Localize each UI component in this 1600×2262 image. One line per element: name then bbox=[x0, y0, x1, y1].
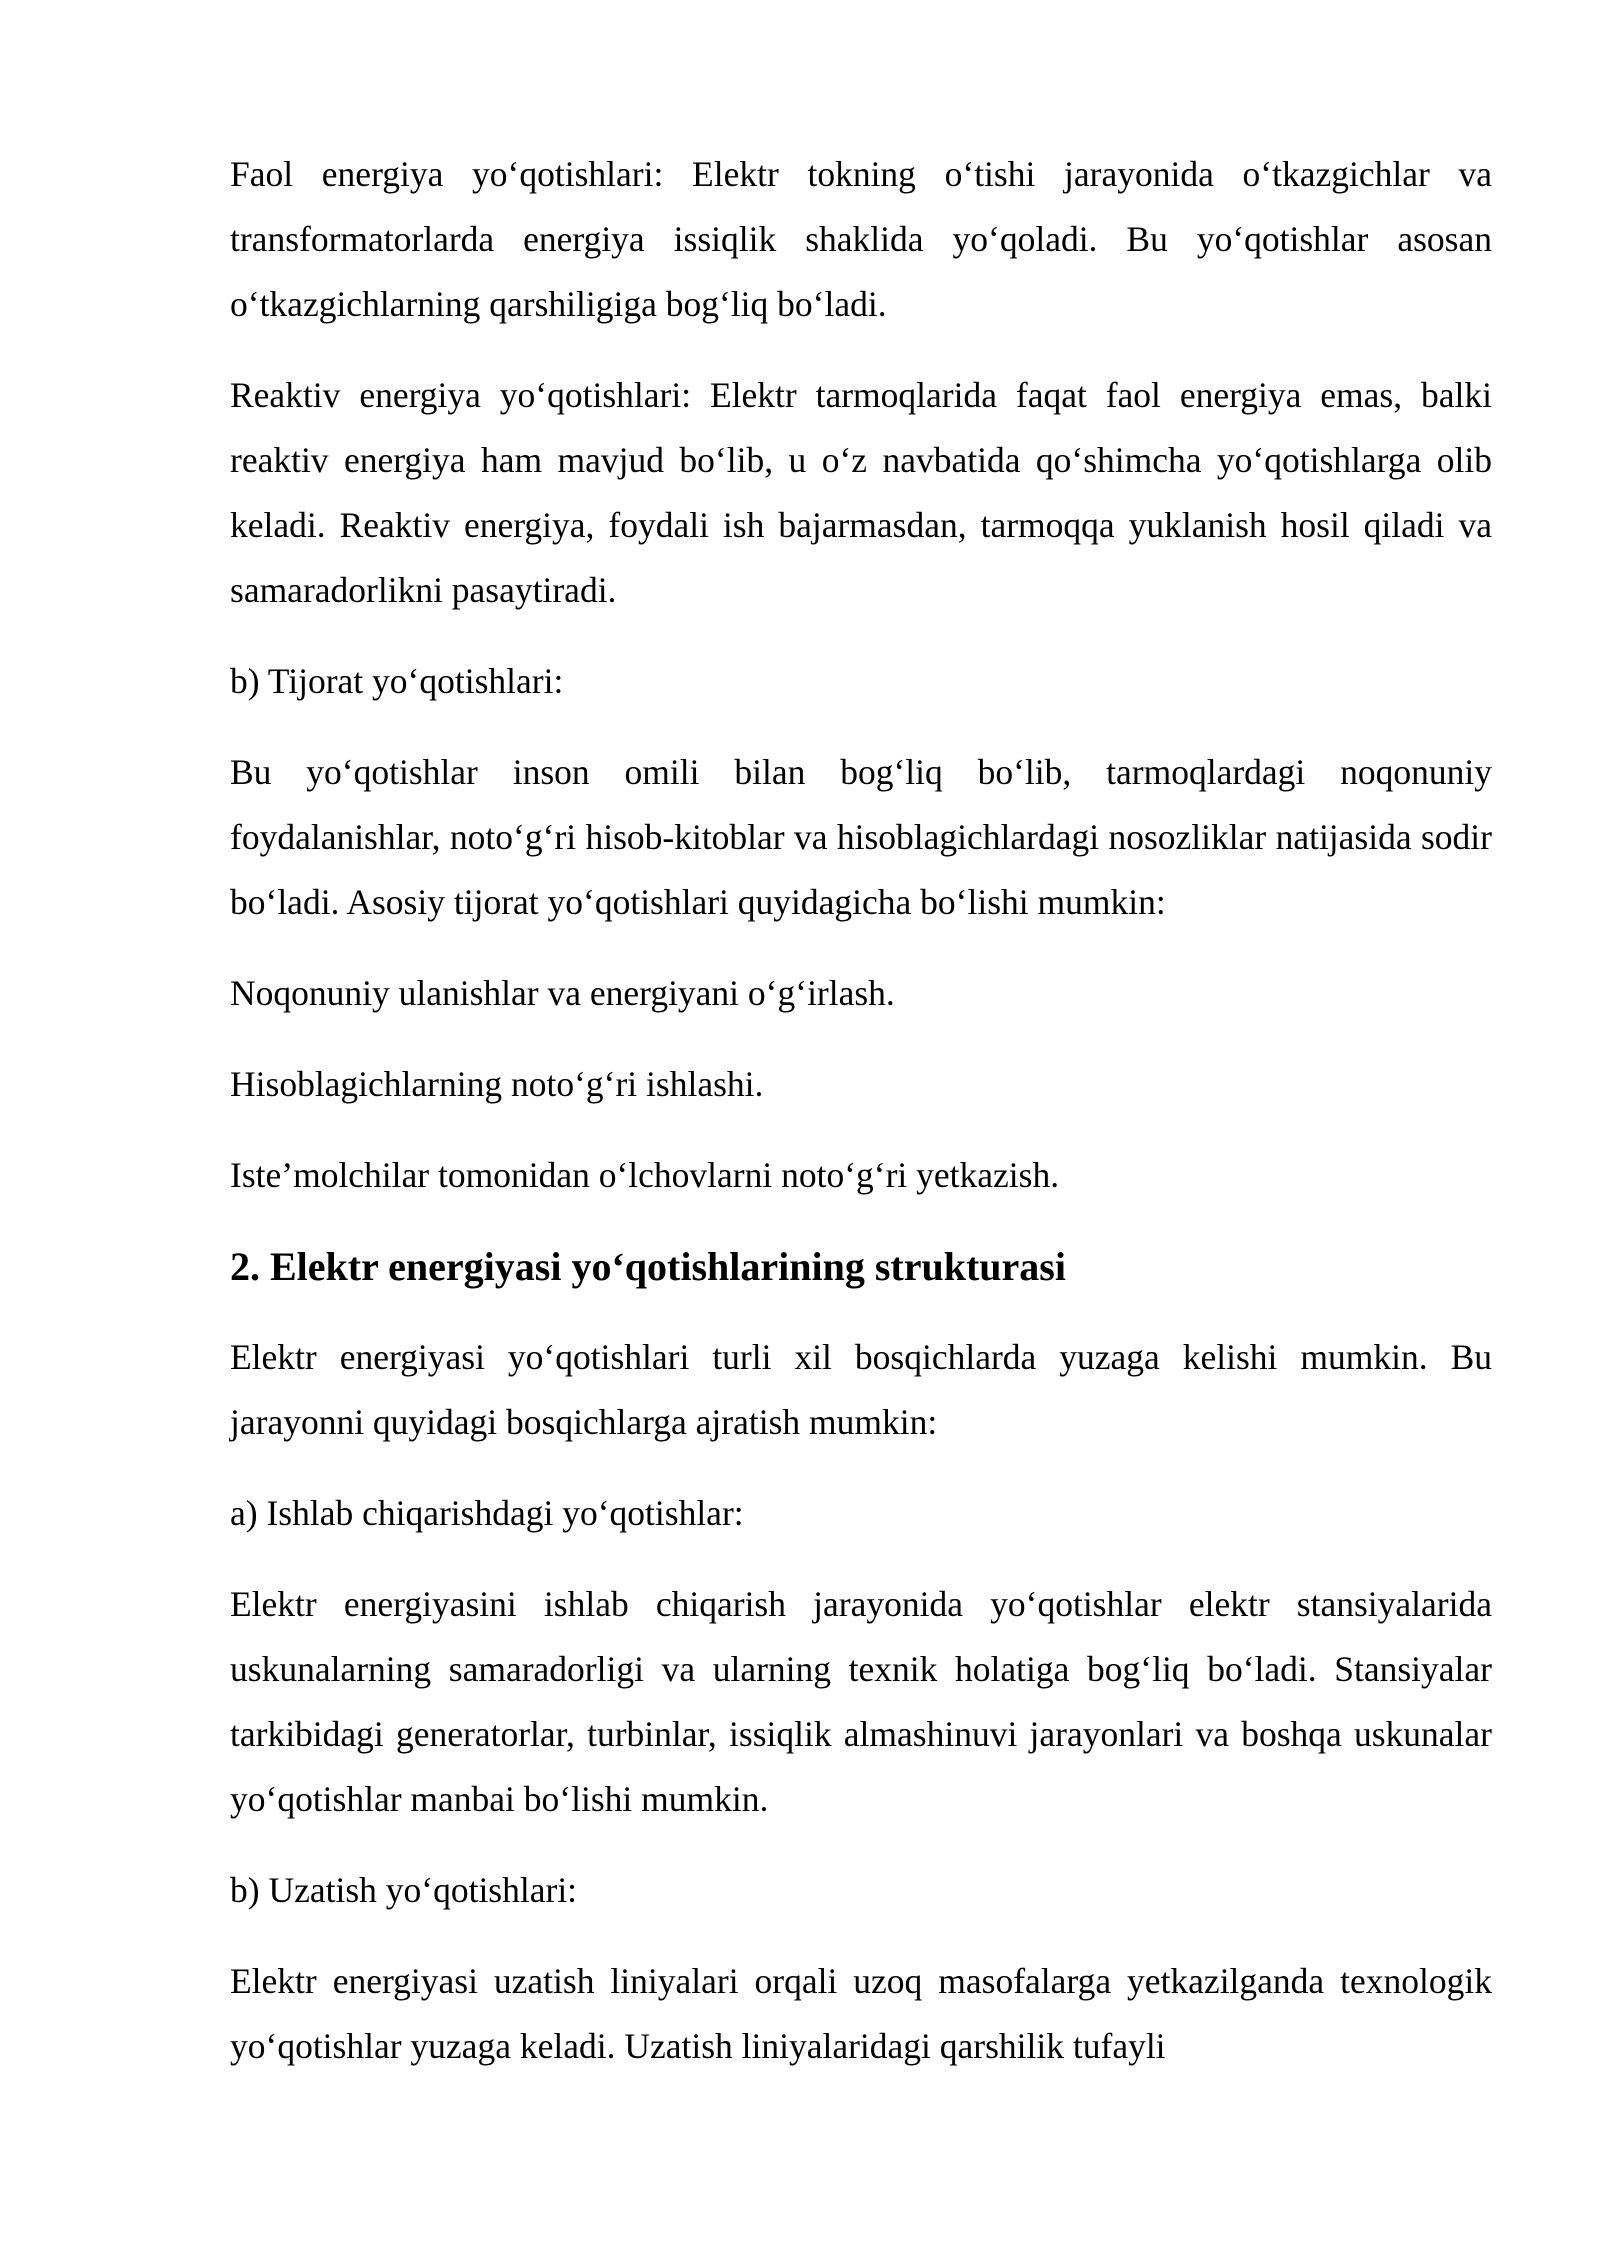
paragraph-reactive-energy-losses: Reaktiv energiya yo‘qotishlari: Elektr tarmoqlarida faqat faol energiya emas, balki reaktiv energiya ham mavjud bo‘lib, u o‘z navbatida qo‘shimcha yo‘qotishlarga olib keladi. Reaktiv energiya, foydali ish bajarmasdan, tarmoqqa yuklanish hosil qiladi va samaradorlikni pasaytiradi. bbox=[230, 375, 1492, 610]
section-heading-2: 2. Elektr energiyasi yo‘qotishlarining strukturasi bbox=[230, 1244, 1066, 1289]
paragraph-transmission-losses: Elektr energiyasi uzatish liniyalari orqali uzoq masofalarga yetkazilganda texnologik yo‘qotishlar yuzaga keladi. Uzatish liniyalaridagi qarshilik tufayli bbox=[230, 1961, 1492, 2066]
document-page bbox=[230, 142, 1492, 2079]
list-item-incorrect-reporting: Iste’molchilar tomonidan o‘lchovlarni noto‘g‘ri yetkazish. bbox=[230, 1155, 1060, 1195]
subheading-production-losses: a) Ishlab chiqarishdagi yo‘qotishlar: bbox=[230, 1493, 744, 1533]
paragraph-commercial-losses: Bu yo‘qotishlar inson omili bilan bog‘liq bo‘lib, tarmoqlardagi noqonuniy foydalanishlar, noto‘g‘ri hisob-kitoblar va hisoblagichlardagi nosozliklar natijasida sodir bo‘ladi. Asosiy tijorat yo‘qotishlari quyidagicha bo‘lishi mumkin: bbox=[230, 752, 1492, 922]
paragraph-production-losses: Elektr energiyasini ishlab chiqarish jarayonida yo‘qotishlar elektr stansiyalarida uskunalarning samaradorligi va ularning texnik holatiga bog‘liq bo‘ladi. Stansiyalar tarkibidagi generatorlar, turbinlar, issiqlik almashinuvi jarayonlari va boshqa uskunalar yo‘qotishlar manbai bo‘lishi mumkin. bbox=[230, 1584, 1492, 1819]
list-item-illegal-connections: Noqonuniy ulanishlar va energiyani o‘g‘irlash. bbox=[230, 973, 895, 1013]
subheading-commercial-losses: b) Tijorat yo‘qotishlari: bbox=[230, 661, 564, 701]
paragraph-active-energy-losses: Faol energiya yo‘qotishlari: Elektr tokning o‘tishi jarayonida o‘tkazgichlar va transformatorlarda energiya issiqlik shaklida yo‘qoladi. Bu yo‘qotishlar asosan o‘tkazgichlarning qarshiligiga bog‘liq bo‘ladi. bbox=[230, 154, 1492, 324]
paragraph-loss-stages: Elektr energiyasi yo‘qotishlari turli xil bosqichlarda yuzaga kelishi mumkin. Bu jarayonni quyidagi bosqichlarga ajratish mumkin: bbox=[230, 1337, 1492, 1442]
subheading-transmission-losses: b) Uzatish yo‘qotishlari: bbox=[230, 1870, 578, 1910]
list-item-meter-malfunction: Hisoblagichlarning noto‘g‘ri ishlashi. bbox=[230, 1064, 764, 1104]
